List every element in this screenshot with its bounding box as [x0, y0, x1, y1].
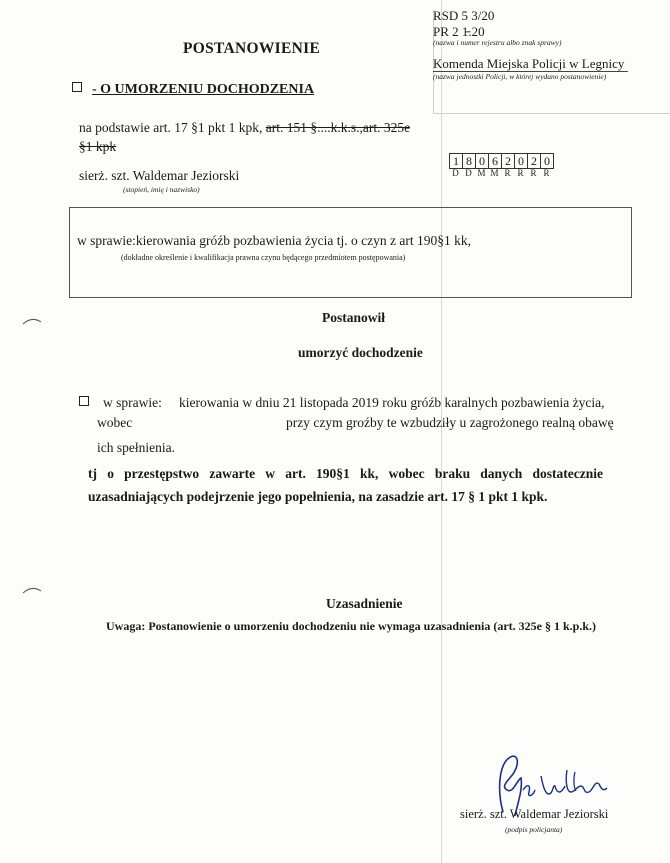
body-label: w sprawie:	[103, 395, 162, 410]
case-description: w sprawie:kierowania gróźb pozbawienia życia tj. o czyn z art 190§1 kk,	[77, 233, 471, 248]
date-caption-letter: R	[530, 168, 537, 178]
date-caption-letter: D	[452, 168, 459, 178]
date-digit: 6	[489, 153, 502, 169]
date-digit: 2	[528, 153, 541, 169]
signature-caption: (podpis policjanta)	[505, 825, 563, 834]
justification-heading: Uzasadnienie	[326, 596, 403, 611]
body-line-2b: przy czym groźby te wzbudziły u zagrożonego realną obawę	[286, 415, 614, 430]
decided-heading: Postanowił	[322, 310, 386, 325]
legal-basis	[79, 118, 424, 156]
date-caption-letter: D	[465, 168, 472, 178]
checkbox-icon	[72, 82, 82, 92]
body-line-1-text: kierowania w dniu 21 listopada 2019 roku gróźb karalnych pozbawienia życia,	[179, 395, 605, 410]
legal-basis-active: na podstawie art. 17 §1 pkt 1 kpk,	[79, 120, 263, 135]
note-text: Uwaga: Postanowienie o umorzeniu dochodzeniu nie wymaga uzasadnienia (art. 325e § 1 k.p.k.)	[106, 619, 597, 633]
decision-heading: umorzyć dochodzenie	[298, 345, 423, 360]
document-subtitle	[72, 82, 314, 98]
case-caption: (dokładne określenie i kwalifikacja prawna czynu będącego przedmiotem postępowania)	[121, 253, 406, 262]
register-block	[433, 8, 561, 47]
register-line-2: PR 2 1̵̵̵.20	[433, 24, 485, 39]
date-digit: 0	[515, 153, 528, 169]
date-caption-letter: R	[543, 168, 550, 178]
checkbox-icon	[79, 396, 89, 406]
date-digit: 2	[502, 153, 515, 169]
signature-name: sierż. szt. Waldemar Jeziorski	[460, 807, 609, 821]
body-line-2a: wobec	[97, 415, 133, 430]
scan-fold-line	[441, 0, 442, 863]
body-bold-paragraph: tj o przestępstwo zawarte w art. 190§1 kk, wobec braku danych dostatecznie uzasadniających podejrzenie jego popełnienia, na zasadzie art. 17 § 1 pkt 1 kpk.	[88, 466, 603, 504]
document-title: POSTANOWIENIE	[183, 40, 321, 57]
date-digit: 8	[463, 153, 476, 169]
punch-mark-icon	[22, 316, 42, 326]
body-line-3: ich spełnienia.	[97, 440, 175, 455]
date-digit: 0	[476, 153, 489, 169]
date-digit: 1	[449, 153, 463, 169]
officer-name: sierż. szt. Waldemar Jeziorski	[79, 168, 240, 183]
header-box-bottom-edge	[433, 113, 670, 114]
date-caption-letter: R	[504, 168, 511, 178]
date-caption-letter: R	[517, 168, 524, 178]
officer-caption: (stopień, imię i nazwisko)	[123, 185, 200, 194]
register-line-1: RSD 5 3/20	[433, 8, 495, 23]
punch-mark-icon	[22, 585, 42, 595]
body-line-1	[79, 391, 605, 414]
unit-block	[433, 56, 628, 81]
date-caption-letter: M	[477, 168, 486, 178]
date-box	[449, 153, 554, 169]
legal-basis-struck: art. 151 §....k.k.s.,art. 325e §1 kpk	[79, 120, 411, 154]
unit-name: Komenda Miejska Policji w Legnicy	[433, 56, 628, 72]
unit-caption: (nazwa jednostki Policji, w której wydano postanowienie)	[433, 72, 607, 81]
date-caption-letter: M	[490, 168, 499, 178]
subtitle-text: - O UMORZENIU DOCHODZENIA	[92, 82, 315, 97]
date-caption	[449, 168, 553, 178]
date-digit: 0	[541, 153, 554, 169]
register-caption: (nazwa i numer rejestru albo znak sprawy)	[433, 38, 562, 47]
